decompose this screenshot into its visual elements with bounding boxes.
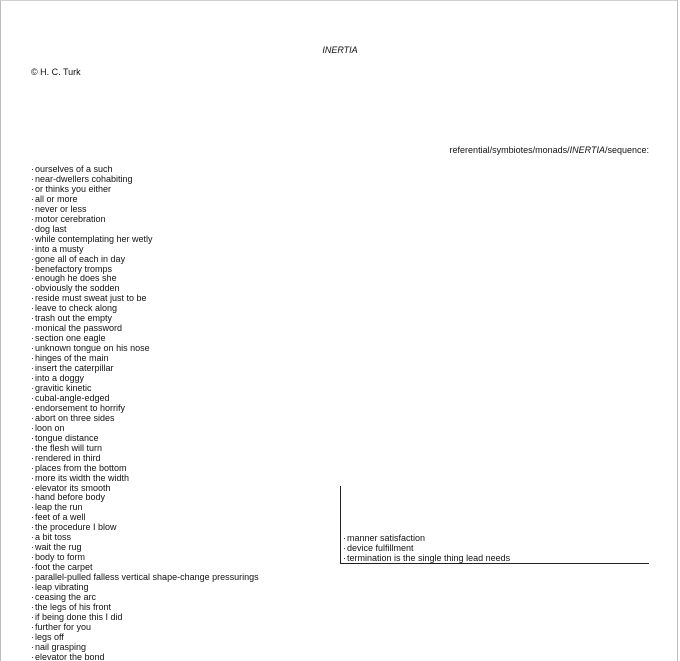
list-item: · while contemplating her wetly [31,235,259,245]
list-item: · further for you [31,623,259,633]
list-item: · endorsement to horrify [31,404,259,414]
list-item: · trash out the empty [31,314,259,324]
list-item: · elevator its smooth [31,484,259,494]
list-item: · a bit toss [31,533,259,543]
list-item: · places from the bottom [31,464,259,474]
list-item: · never or less [31,205,259,215]
list-item: · all or more [31,195,259,205]
list-item: · monical the password [31,324,259,334]
side-list [343,534,510,564]
list-item: · reside must sweat just to be [31,294,259,304]
list-item: · dog last [31,225,259,235]
list-item: · loon on [31,424,259,434]
list-item: · elevator the bond [31,653,259,661]
list-item: · rendered in third [31,454,259,464]
list-item: · obviously the sodden [31,284,259,294]
list-item: · hinges of the main [31,354,259,364]
list-item: · ourselves of a such [31,165,259,175]
list-item: · gone all of each in day [31,255,259,265]
list-item: · feet of a well [31,513,259,523]
list-item: · tongue distance [31,434,259,444]
list-item: · insert the caterpillar [31,364,259,374]
list-item: · nail grasping [31,643,259,653]
list-item: · abort on three sides [31,414,259,424]
list-item: · gravitic kinetic [31,384,259,394]
list-item: · into a doggy [31,374,259,384]
list-item: · device fulfillment [343,544,510,554]
list-item: · unknown tongue on his nose [31,344,259,354]
list-item: · into a musty [31,245,259,255]
path-emphasis: INERTIA [569,145,605,155]
list-item: · section one eagle [31,334,259,344]
list-item: · leap the run [31,503,259,513]
list-item: · wait the rug [31,543,259,553]
path-suffix: /sequence: [604,145,649,155]
list-item: · foot the carpet [31,563,259,573]
list-item: · benefactory tromps [31,265,259,275]
list-item: · the procedure I blow [31,523,259,533]
list-item: · leap vibrating [31,583,259,593]
list-item: · more its width the width [31,474,259,484]
list-item: · if being done this I did [31,613,259,623]
list-item: · the flesh will turn [31,444,259,454]
list-item: · or thinks you either [31,185,259,195]
list-item: · ceasing the arc [31,593,259,603]
list-item: · motor cerebration [31,215,259,225]
list-item: · cubal-angle-edged [31,394,259,404]
list-item: · termination is the single thing lead needs [343,554,510,564]
poem-list [31,165,259,661]
sequence-path [450,145,649,155]
list-item: · enough he does she [31,274,259,284]
copyright-line: © H. C. Turk [31,67,81,77]
list-item: · legs off [31,633,259,643]
list-item: · body to form [31,553,259,563]
list-item: · parallel-pulled falless vertical shape-change pressurings [31,573,259,583]
list-item: · the legs of his front [31,603,259,613]
list-item: · leave to check along [31,304,259,314]
list-item: · near-dwellers cohabiting [31,175,259,185]
document-title: INERTIA [322,45,358,55]
path-prefix: referential/symbiotes/monads/ [449,145,570,155]
list-item: · manner satisfaction [343,534,510,544]
list-item: · hand before body [31,493,259,503]
